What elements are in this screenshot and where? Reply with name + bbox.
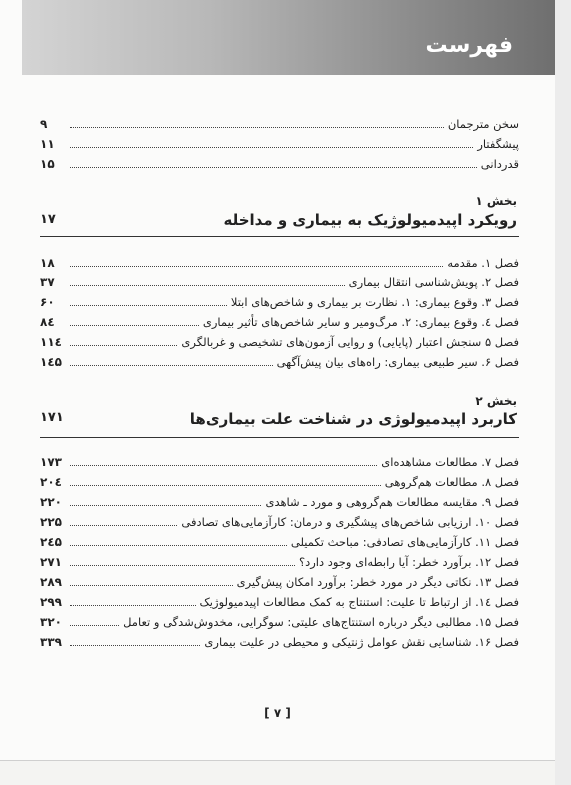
toc-entry-text: قدردانی [480,157,519,171]
toc-entry[interactable] [40,252,519,270]
toc-entry[interactable] [40,571,519,589]
toc-leader-dots [70,544,287,546]
toc-leader-dots [70,126,444,128]
toc-entry-page: ۳۲۰ [40,615,62,629]
toc-leader-dots [70,584,233,586]
toc-entry[interactable] [40,153,519,171]
toc-leader-dots [70,146,473,148]
toc-entry-page: ۹ [40,117,48,131]
toc-entry[interactable] [40,531,519,549]
part-2-rule [40,437,519,438]
toc-entry-page: ۲٤۵ [40,535,62,549]
toc-entry-text: فصل ۶. سیر طبیعی بیماری: راه‌های بیان پیش‌آگهی [276,355,519,369]
toc-entry[interactable] [40,451,519,469]
toc-leader-dots [70,624,119,626]
toc-entry-page: ۲۰٤ [40,475,62,489]
toc-entry-text: پیشگفتار [477,137,519,151]
toc-entry[interactable] [40,351,519,369]
toc-entry-text: فصل ۵ سنجش اعتبار (پایایی) و روایی آزمون‌های تشخیصی و غربالگری [181,335,519,349]
toc-entry-text: فصل ۱۳. نکاتی دیگر در مورد خطر: برآورد امکان پیش‌گیری [236,575,519,589]
toc-entry-text: سخن مترجمان [447,117,519,131]
toc-entry[interactable] [40,511,519,529]
toc-entry-text: فصل ۱۱. کارآزمایی‌های تصادفی: مباحث تکمیلی [290,535,519,549]
toc-entry-page: ۲۸۹ [40,575,62,589]
toc-leader-dots [70,644,200,646]
toc-entry[interactable] [40,133,519,151]
toc-entry-text: فصل ۳. وقوع بیماری: ۱. نظارت بر بیماری و شاخص‌های ابتلا [230,295,519,309]
part-1-rule [40,236,519,237]
toc-entry[interactable] [40,311,519,329]
toc-entry[interactable] [40,631,519,649]
toc-leader-dots [70,166,477,168]
toc-entry-page: ۱۱ [40,137,55,151]
toc-leader-dots [70,344,177,346]
part-2-title: کاربرد اپیدمیولوژی در شناخت علت بیماری‌ها [189,410,517,428]
toc-leader-dots [70,284,345,286]
toc-entry-text: فصل ۲. پویش‌شناسی انتقال بیماری [348,275,519,289]
toc-entry-page: ۳۷ [40,275,55,289]
toc-entry-text: فصل ۹. مقایسه مطالعات هم‌گروهی و مورد ـ شاهدی [265,495,519,509]
toc-entry-text: فصل ٤. وقوع بیماری: ۲. مرگ‌ومیر و سایر شاخص‌های تأثیر بیماری [202,315,519,329]
toc-entry-text: فصل ۱۰. ارزیابی شاخص‌های پیشگیری و درمان: کارآزمایی‌های تصادفی [181,515,519,529]
toc-leader-dots [70,364,273,366]
toc-leader-dots [70,324,199,326]
toc-leader-dots [70,265,443,267]
toc-entry-page: ۱٤۵ [40,355,62,369]
toc-entry-page: ۱۵ [40,157,55,171]
header-band [22,0,555,75]
toc-entry-page: ۱۱٤ [40,335,62,349]
toc-entry[interactable] [40,331,519,349]
toc-entry-page: ۶۰ [40,295,55,309]
page-number: [ ۷ ] [264,706,291,720]
toc-leader-dots [70,504,261,506]
toc-entry[interactable] [40,271,519,289]
part-1-title: رویکرد اپیدمیولوژیک به بیماری و مداخله [223,211,517,229]
toc-leader-dots [70,524,177,526]
toc-entry-page: ۲۲۰ [40,495,62,509]
page-title: فهرست [425,33,513,58]
part-2-page: ۱۷۱ [40,410,64,425]
toc-entry-text: فصل ۱۲. برآورد خطر: آیا رابطه‌ای وجود دارد؟ [299,555,519,569]
toc-entry-page: ۱۷۳ [40,455,62,469]
part-1-label: بخش ۱ [475,194,517,208]
toc-entry-page: ۱۸ [40,256,55,270]
toc-entry[interactable] [40,113,519,131]
toc-entry-page: ۲۲۵ [40,515,62,529]
toc-entry[interactable] [40,611,519,629]
toc-entry[interactable] [40,491,519,509]
toc-entry-page: ۸٤ [40,315,55,329]
toc-leader-dots [70,464,377,466]
toc-entry[interactable] [40,551,519,569]
toc-entry-text: فصل ۱٤. از ارتباط تا علیت: استنتاج به کمک مطالعات اپیدمیولوژیک [199,595,519,609]
toc-entry-page: ۲۷۱ [40,555,62,569]
toc-leader-dots [70,604,196,606]
part-2-label: بخش ۲ [475,394,517,408]
toc-entry[interactable] [40,291,519,309]
page-edge [555,0,571,785]
toc-entry-text: فصل ۸. مطالعات هم‌گروهی [384,475,519,489]
toc-entry[interactable] [40,591,519,609]
toc-leader-dots [70,564,295,566]
toc-entry-text: فصل ۱۶. شناسایی نقش عوامل ژنتیکی و محیطی در علیت بیماری [204,635,519,649]
toc-entry-page: ۳۳۹ [40,635,62,649]
toc-entry-text: فصل ۱. مقدمه [447,256,519,270]
toc-entry-text: فصل ۷. مطالعات مشاهده‌ای [381,455,519,469]
toc-leader-dots [70,484,381,486]
part-1-page: ۱۷ [40,212,56,227]
toc-entry[interactable] [40,471,519,489]
toc-entry-text: فصل ۱۵. مطالبی دیگر درباره استنتاج‌های علیتی: سوگرایی، مخدوش‌شدگی و تعامل [123,615,519,629]
toc-entry-page: ۲۹۹ [40,595,62,609]
toc-leader-dots [70,304,227,306]
